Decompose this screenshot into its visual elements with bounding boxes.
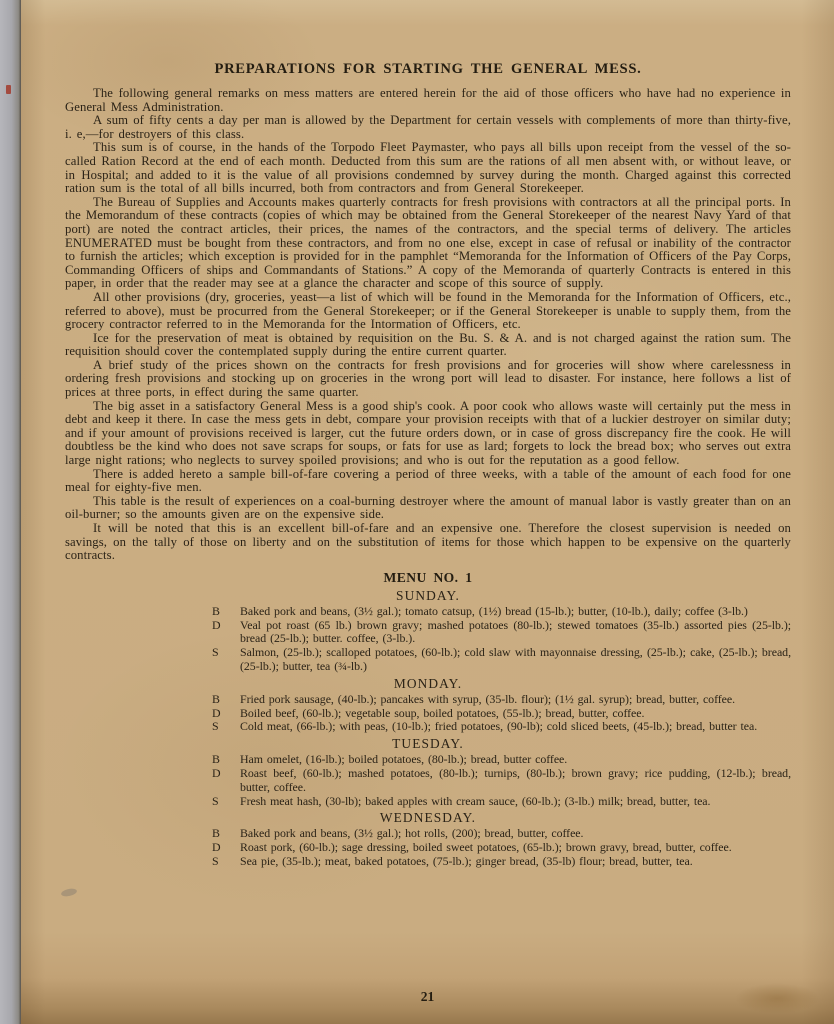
meal-letter: B <box>212 752 220 767</box>
meal-letter: S <box>212 719 219 734</box>
scanned-page <box>21 0 834 1024</box>
meal-letter: D <box>212 617 221 632</box>
day-heading: MONDAY. <box>393 675 463 691</box>
red-ink-artifact <box>6 85 11 94</box>
menu-meal <box>212 693 791 707</box>
meal-text: Fried pork sausage, (40-lb.); pancakes with syrup, (35-lb. flour); (1½ gal. syrup); bread, butter, coffee. <box>240 691 736 706</box>
meal-letter: D <box>212 705 221 720</box>
menu-meal <box>212 605 791 619</box>
menu-day-monday <box>65 676 791 734</box>
meal-text: Baked pork and beans, (3½ gal.); tomato catsup, (1½) bread (15-lb.); butter, (10-lb.), daily; coffee (3-lb.) <box>240 603 748 618</box>
meal-text: Fresh meat hash, (30-lb); baked apples with cream sauce, (60-lb.); (3-lb.) milk; bread, butter, tea. <box>240 793 711 808</box>
meal-letter: S <box>212 793 219 808</box>
page-content <box>65 0 791 869</box>
menu-section <box>65 570 791 869</box>
page-title: PREPARATIONS FOR STARTING THE GENERAL MESS. <box>214 61 642 77</box>
meal-text: Veal pot roast (65 lb.) brown gravy; mashed potatoes (80-lb.); stewed tomatoes (35-lb.) assorted pies (25-lb.); bread (25-lb.); butter. coffee, (3-lb.). <box>240 617 791 646</box>
menu-meal <box>212 707 791 721</box>
paragraph: This sum is of course, in the hands of the Torpodo Fleet Paymaster, who pays all bills upon receipt from the vessel of the so-called Ration Record at the end of each month. Deducted from this sum are the rations of all men absent with, or without leave, or in Hospital; and added to it is the value of all provisions condemned by survey during the month. Charged against this corrected ration sum is the total of all bills incurred, both from contractors and from General Storekeeper. <box>65 140 791 196</box>
meal-letter: B <box>212 826 220 841</box>
meal-text: Cold meat, (66-lb.); with peas, (10-lb.); fried potatoes, (90-lb); cold sliced beets, (45-lb.); bread, butter tea. <box>240 719 758 734</box>
menu-meal <box>212 646 791 674</box>
menu-meal <box>212 795 791 809</box>
menu-day-wednesday <box>65 810 791 868</box>
meal-letter: B <box>212 603 220 618</box>
meal-text: Roast beef, (60-lb.); mashed potatoes, (80-lb.); turnips, (80-lb.); brown gravy; rice pudding, (12-lb.); bread, butter, coffee. <box>240 765 791 794</box>
menu-meal <box>212 841 791 855</box>
paragraph: A brief study of the prices shown on the contracts for fresh provisions and for groceries will show where carelessness in ordering fresh provisions and stocking up on groceries in the wrong port will lead to disaster. For instance, here follows a list of prices at three ports, in effect during the same quarter. <box>65 357 791 400</box>
scanner-background-strip <box>0 0 21 1024</box>
menu-meal <box>212 720 791 734</box>
meal-letter: S <box>212 853 219 868</box>
paragraph: The big asset in a satisfactory General Mess is a good ship's cook. A poor cook who allows waste will certainly put the mess in debt and keep it there. In case the mess gets in debt, compare your provision receipts with that of a luckier destroyer on similar duty; and if your amount of provisions received is larger, cut the future orders down, or in case of gross discrepancy fire the cook. He will doubtless be the kind who does not save scraps for soups, or fats for use as lard; forgets to lock the bread box; who serves out extra large night rations; who neglects to survey spoiled provisions; and who is out for the reputation as a good fellow. <box>65 398 791 468</box>
menu-meal <box>212 767 791 795</box>
meal-letter: S <box>212 645 219 660</box>
pencil-smudge-artifact <box>60 887 77 897</box>
paragraph: The following general remarks on mess matters are entered herein for the aid of those officers who have had no experience in General Mess Administration. <box>65 86 791 114</box>
day-heading: TUESDAY. <box>392 736 464 752</box>
menu-heading: MENU NO. 1 <box>383 569 473 585</box>
day-heading: SUNDAY. <box>396 587 460 603</box>
menu-day-sunday <box>65 588 791 674</box>
meal-text: Ham omelet, (16-lb.); boiled potatoes, (80-lb.); bread, butter coffee. <box>240 752 568 767</box>
meal-text: Sea pie, (35-lb.); meat, baked potatoes, (75-lb.); ginger bread, (35-lb) flour; bread, butter, tea. <box>240 853 693 868</box>
body-paragraphs <box>65 87 791 563</box>
meal-text: Boiled beef, (60-lb.); vegetable soup, boiled potatoes, (55-lb.); bread, butter, coffee. <box>240 705 645 720</box>
menu-meal <box>212 827 791 841</box>
paragraph: The Bureau of Supplies and Accounts makes quarterly contracts for fresh provisions with contractors at all the principal ports. In the Memorandum of these contracts (copies of which may be obtained from the General Storekeeper of the nearest Navy Yard of that port) are noted the contract articles, their prices, the names of the contractors, and the special terms of delivery. The articles ENUMERATED must be bought from these contractors, and from no one else, except in case of refusal or inability of the contractor to furnish the articles; which exception is provided for in the pamphlet “Memoranda for the Information of Officers of the Pay Corps, Commanding Officers of ships and Commandants of Stations.” A copy of the Memoranda of quarterly Contracts is entered in this paper, in order that the reader may see at a glance the character and scope of this source of supply. <box>65 194 791 291</box>
meal-letter: B <box>212 691 220 706</box>
paragraph: Ice for the preservation of meat is obtained by requisition on the Bu. S. & A. and is not charged against the ration sum. The requisition should cover the contemplated supply during the entire current quarter. <box>65 330 791 359</box>
meal-text: Baked pork and beans, (3½ gal.); hot rolls, (200); bread, butter, coffee. <box>240 826 584 841</box>
meal-letter: D <box>212 840 221 855</box>
paragraph: All other provisions (dry, groceries, yeast—a list of which will be found in the Memoranda for the Information of Officers, etc., referred to above), must be procurred from the General Storekeeper; or if the General Storekeeper is unable to supply them, from the grocery contractor referred to in the Memoranda for the Intormation of Officers, etc. <box>65 289 791 332</box>
day-heading: WEDNESDAY. <box>379 810 477 826</box>
menu-meal <box>212 855 791 869</box>
menu-meal <box>212 753 791 767</box>
menu-meal <box>212 619 791 647</box>
meal-letter: D <box>212 765 221 780</box>
meal-text: Roast pork, (60-lb.); sage dressing, boiled sweet potatoes, (65-lb.); brown gravy, bread, butter, coffee. <box>240 840 732 855</box>
meal-text: Salmon, (25-lb.); scalloped potatoes, (60-lb.); cold slaw with mayonnaise dressing, (25-lb.); cake, (25-lb.); bread, (25-lb.); butter, tea (¾-lb.) <box>240 645 791 673</box>
paragraph: There is added hereto a sample bill-of-fare covering a period of three weeks, with a table of the amount of each food for one meal for eighty-five men. <box>65 466 791 495</box>
page-number: 21 <box>420 989 435 1004</box>
paragraph: It will be noted that this is an excellent bill-of-fare and an expensive one. Therefore the closest supervision is needed on savings, on the tally of those on liberty and on the substitution of items for those which happen to be expensive on the quarterly contracts. <box>65 521 791 563</box>
paragraph: This table is the result of experiences on a coal-burning destroyer where the amount of manual labor is vastly greater than on an oil-burner; so the amounts given are on the expensive side. <box>65 493 791 522</box>
menu-day-tuesday <box>65 736 791 808</box>
paragraph: A sum of fifty cents a day per man is allowed by the Department for certain vessels with complements of more than thirty-five, i. e,—for destroyers of this class. <box>65 113 791 141</box>
